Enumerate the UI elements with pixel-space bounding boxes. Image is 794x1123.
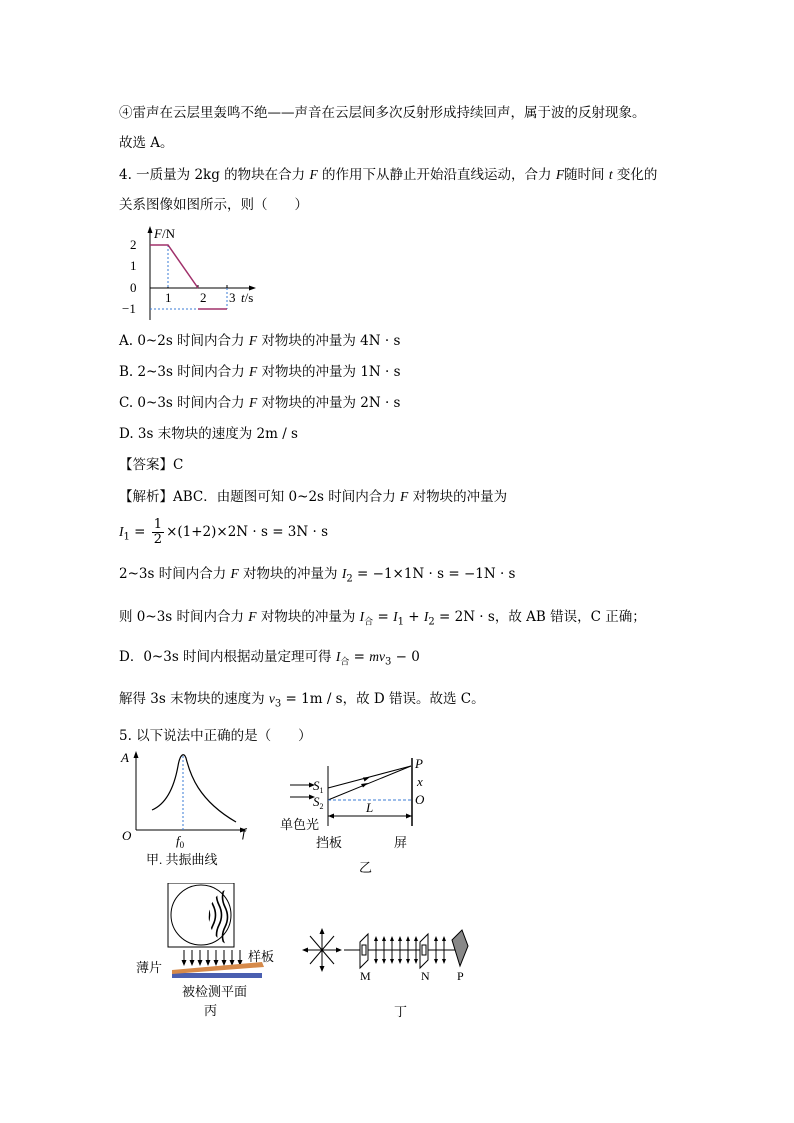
fraction-half: $\frac{1}{2}$	[153, 517, 163, 547]
resonance-curve	[152, 755, 236, 822]
svg-text:O: O	[415, 792, 425, 807]
svg-text:单色光: 单色光	[280, 817, 320, 832]
svg-text:被检测平面: 被检测平面	[182, 984, 248, 999]
graph-y-arrow	[148, 226, 153, 233]
ytick-0: 0	[130, 280, 137, 295]
q5-stem: 5. 以下说法中正确的是（ ）	[119, 728, 312, 744]
fig-jia-resonance-curve	[118, 748, 258, 870]
prev-item-4: ④雷声在云层里轰鸣不绝——声音在云层间多次反射形成持续回声，属于波的反射现象。	[119, 105, 646, 121]
q4-stem-d: 变化的	[612, 167, 658, 183]
q4-stem-c: 随时间	[564, 167, 609, 183]
fig-ding-polarization	[302, 922, 472, 1022]
svg-text:A: A	[121, 750, 129, 765]
svg-text:N: N	[421, 969, 430, 983]
svg-text:x: x	[417, 774, 423, 789]
f0-label: $f_0$	[176, 833, 185, 850]
q4-answer: 【答案】C	[119, 457, 184, 473]
q4-option-c: C. 0~3s 时间内合力 F 对物块的冲量为 2N · s	[119, 395, 401, 411]
svg-text:屏: 屏	[394, 835, 408, 850]
svg-text:P: P	[457, 969, 464, 983]
q4-analysis-line1: 【解析】ABC．由题图可知 0~2s 时间内合力 F 对物块的冲量为	[119, 489, 508, 505]
graph-xlabel: t/s	[241, 290, 254, 305]
xtick-2: 2	[200, 290, 207, 305]
var-F: F	[309, 167, 318, 182]
q4-stem-a: 4. 一质量为 2kg 的物块在合力	[119, 167, 310, 183]
q4-analysis-line3: 2~3s 时间内合力 F 对物块的冲量为 $I_2 = -1\times 1N \cdot s = -1N \cdot s$	[119, 566, 516, 585]
test-plane	[172, 973, 262, 978]
q4-analysis-line5: D．0~3s 时间内根据动量定理可得 $I_合 = mv_3 - 0$	[119, 649, 420, 668]
polarizer-N	[420, 934, 428, 968]
q4-stem-line2: 关系图像如图所示，则（ ）	[119, 197, 308, 213]
fig-yi-double-slit	[280, 752, 440, 876]
fig-jia-caption: 甲. 共振曲线	[146, 852, 218, 867]
s2-label: $S_2$	[313, 794, 324, 811]
ytick-1: 1	[130, 258, 137, 273]
svg-text:O: O	[122, 828, 132, 843]
fig-bing-thin-film	[136, 883, 286, 1021]
svg-text:L: L	[366, 800, 374, 815]
q4-analysis-line4: 则 0~3s 时间内合力 F 对物块的冲量为 $I_合 = I_1 + I_2 = 2N \cdot s$，故 AB 错误，C 正确；	[119, 609, 646, 628]
q4-option-a: A. 0~2s 时间内合力 F 对物块的冲量为 4N · s	[119, 333, 401, 349]
ytick-neg1: −1	[122, 301, 136, 316]
q4-option-d: D. 3s 末物块的速度为 2m / s	[119, 426, 298, 442]
q4-analysis-line6: 解得 3s 末物块的速度为 $v_3 = 1m / s$，故 D 错误。故选 C。	[119, 691, 485, 710]
ytick-2: 2	[130, 237, 137, 252]
var-F: F	[555, 167, 565, 182]
q4-option-b: B. 2~3s 时间内合力 F 对物块的冲量为 1N · s	[119, 364, 401, 380]
polarizer-M	[360, 934, 368, 968]
svg-text:P: P	[415, 756, 423, 771]
fig-yi-caption: 乙	[359, 860, 373, 875]
q4-stem-line1	[119, 166, 657, 184]
screen-P	[452, 930, 468, 966]
graph-ylabel: F/N	[154, 226, 175, 241]
natural-light-symbol	[304, 930, 340, 970]
svg-text:f: f	[242, 825, 246, 840]
q4-analysis-eq1: $I_1$ = $\frac{1}{2}$ ×(1+2)×2N · s = 3N · s	[119, 517, 329, 547]
prev-answer: 故选 A。	[119, 135, 174, 151]
xtick-3: 3	[229, 290, 236, 305]
q4-force-time-graph	[118, 224, 268, 324]
xtick-1: 1	[165, 290, 172, 305]
s1-label: $S_1$	[313, 778, 324, 795]
svg-text:样板: 样板	[248, 949, 275, 964]
svg-text:挡板: 挡板	[316, 835, 343, 850]
q4-stem-b: 的作用下从静止开始沿直线运动，合力	[317, 167, 556, 183]
fig-bing-caption: 丙	[204, 1003, 218, 1018]
svg-text:薄片: 薄片	[136, 960, 163, 975]
fig-ding-caption: 丁	[394, 1004, 408, 1019]
var-t: t	[608, 167, 613, 182]
graph-force-line-positive	[150, 245, 198, 288]
svg-text:M: M	[360, 969, 371, 983]
